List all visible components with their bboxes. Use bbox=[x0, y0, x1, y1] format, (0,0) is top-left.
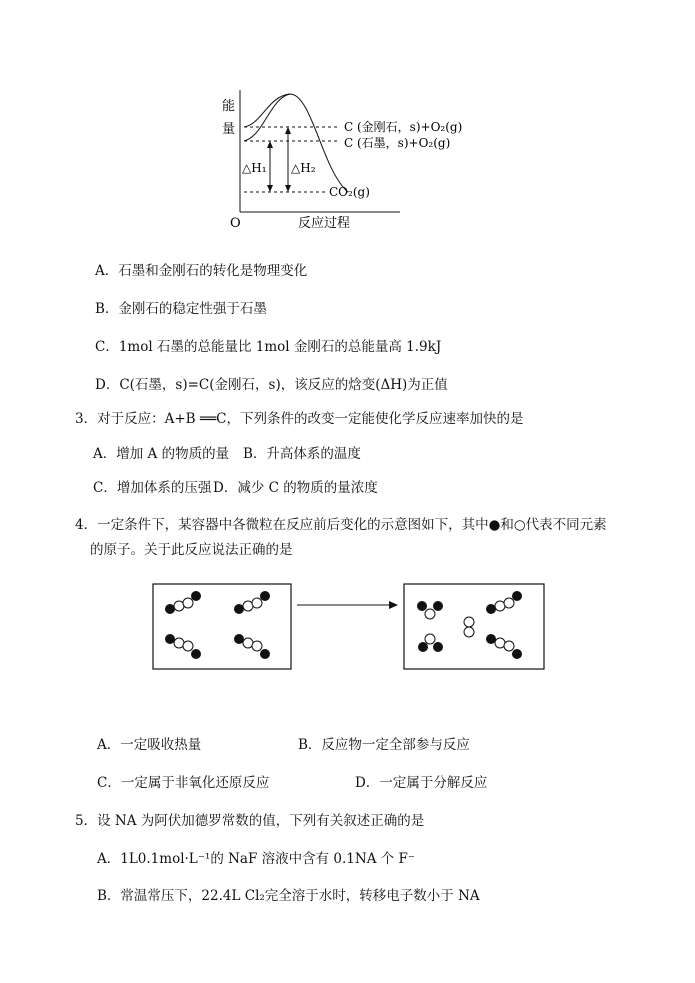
q2-option-b: B．金刚石的稳定性强于石墨 bbox=[95, 301, 267, 317]
q4-option-b: B．反应物一定全部参与反应 bbox=[298, 737, 470, 753]
dh2-arrowhead-bottom bbox=[285, 185, 291, 192]
before-molecule-2 bbox=[234, 591, 270, 614]
diamond-curve bbox=[244, 94, 348, 192]
q2-option-d: D．C(石墨，s)=C(金刚石，s)，该反应的焓变(ΔH)为正值 bbox=[95, 377, 448, 393]
after-box bbox=[404, 584, 544, 669]
q3-option-d: D．减少 C 的物质的量浓度 bbox=[213, 480, 378, 496]
dh1-arrowhead-top bbox=[267, 141, 273, 148]
q4-option-d: D．一定属于分解反应 bbox=[355, 775, 488, 791]
q3-stem: 3．对于反应：A+B ══C，下列条件的改变一定能使化学反应速率加快的是 bbox=[75, 411, 524, 427]
diamond-level-label: C (金刚石，s)+O₂(g) bbox=[344, 120, 463, 134]
q4-stem-line-2: 的原子。关于此反应说法正确的是 bbox=[90, 542, 293, 558]
q4-option-c: C．一定属于非氧化还原反应 bbox=[97, 775, 270, 791]
reaction-arrowhead bbox=[389, 601, 398, 609]
q2-option-c: C．1mol 石墨的总能量比 1mol 金刚石的总能量高 1.9kJ bbox=[95, 339, 442, 355]
energy-diagram bbox=[0, 0, 695, 240]
q5-option-b: B．常温常压下，22.4L Cl₂完全溶于水时，转移电子数小于 NA bbox=[97, 888, 480, 904]
dh1-arrowhead-bottom bbox=[267, 185, 273, 192]
before-molecule-3 bbox=[165, 634, 201, 659]
after-molecule-2 bbox=[418, 634, 443, 652]
dh1-label: △H₁ bbox=[242, 161, 267, 175]
dh2-arrowhead-top bbox=[285, 127, 291, 134]
after-molecule-4 bbox=[486, 591, 522, 614]
reaction-diagram bbox=[0, 582, 695, 682]
q2-option-a: A．石墨和金刚石的转化是物理变化 bbox=[95, 263, 308, 279]
x-axis-label: 反应过程 bbox=[298, 216, 351, 231]
q5-option-a: A．1L0.1mol·L⁻¹的 NaF 溶液中含有 0.1NA 个 F⁻ bbox=[97, 851, 416, 867]
after-molecule-1 bbox=[417, 601, 443, 619]
y-axis-label-1: 能 bbox=[222, 99, 236, 114]
graphite-level-label: C (石墨，s)+O₂(g) bbox=[344, 136, 451, 150]
q3-option-b: B．升高体系的温度 bbox=[243, 446, 361, 462]
q4-stem-line-1: 4．一定条件下，某容器中各微粒在反应前后变化的示意图如下，其中●和○代表不同元素 bbox=[75, 517, 607, 533]
q5-stem: 5．设 NA 为阿伏加德罗常数的值，下列有关叙述正确的是 bbox=[75, 813, 425, 829]
origin-label: O bbox=[230, 216, 241, 231]
before-molecule-1 bbox=[165, 591, 201, 614]
dh2-label: △H₂ bbox=[291, 161, 316, 175]
after-molecule-3 bbox=[464, 617, 474, 637]
graphite-curve bbox=[244, 94, 290, 141]
product-level-label: CO₂(g) bbox=[329, 185, 370, 199]
q4-option-a: A．一定吸收热量 bbox=[97, 737, 202, 753]
q3-option-a: A．增加 A 的物质的量 bbox=[93, 446, 230, 462]
q3-option-c: C．增加体系的压强 bbox=[93, 480, 212, 496]
after-molecule-5 bbox=[486, 634, 522, 659]
before-molecule-4 bbox=[234, 634, 270, 659]
before-box bbox=[153, 584, 291, 669]
y-axis-label-2: 量 bbox=[222, 122, 236, 137]
